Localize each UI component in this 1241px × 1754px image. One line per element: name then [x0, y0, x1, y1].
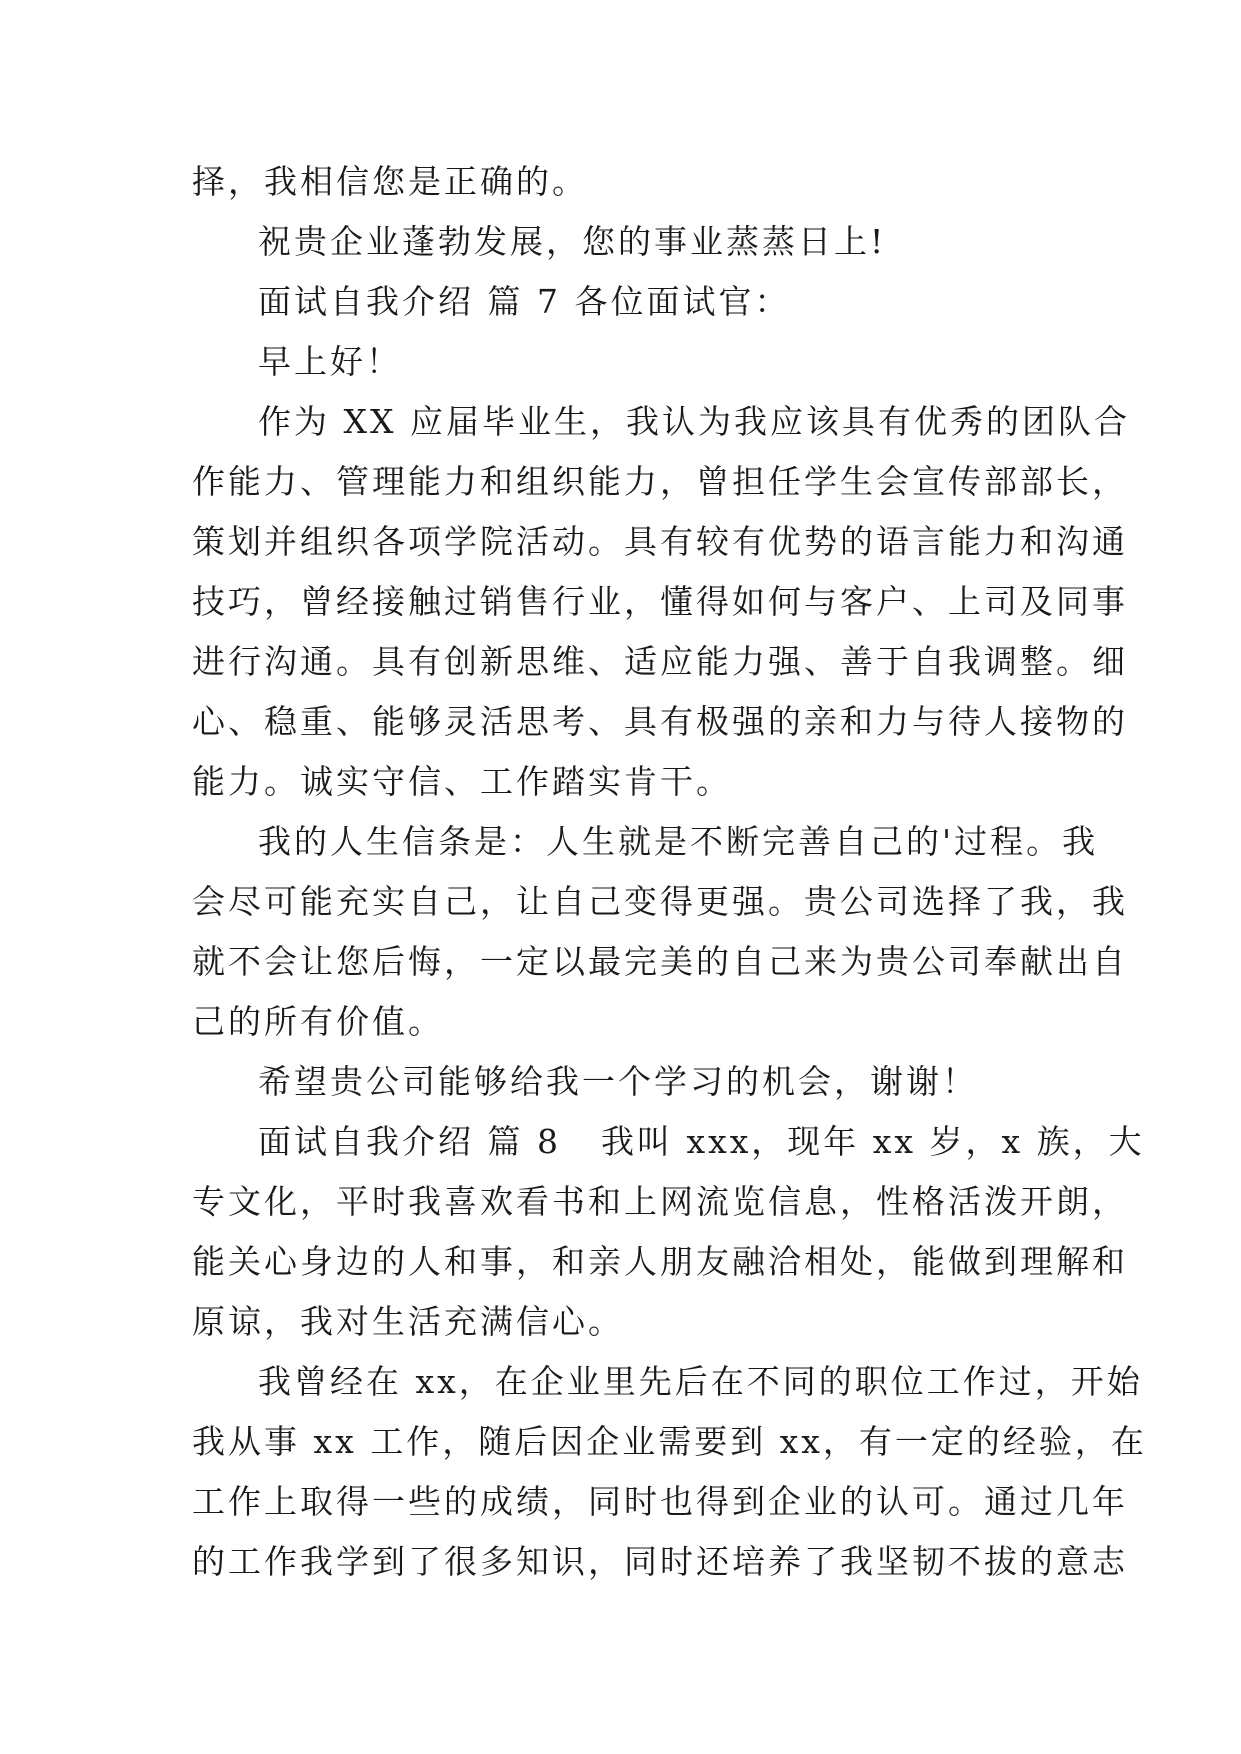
text-line: 心、稳重、能够灵活思考、具有极强的亲和力与待人接物的: [192, 702, 1128, 741]
text-line: 就不会让您后悔，一定以最完美的自己来为贵公司奉献出自: [192, 942, 1128, 981]
text-line: 我的人生信条是：人生就是不断完善自己的'过程。我: [258, 822, 1099, 861]
text-line: 的工作我学到了很多知识，同时还培养了我坚韧不拔的意志: [192, 1542, 1128, 1581]
text-line: 早上好！: [258, 342, 402, 381]
text-line: 原谅，我对生活充满信心。: [192, 1302, 624, 1341]
text-line: 策划并组织各项学院活动。具有较有优势的语言能力和沟通: [192, 522, 1128, 561]
text-line: 工作上取得一些的成绩，同时也得到企业的认可。通过几年: [192, 1482, 1128, 1521]
text-line: 能关心身边的人和事，和亲人朋友融洽相处，能做到理解和: [192, 1242, 1128, 1281]
text-line-composite: [192, 1112, 1145, 1172]
text-line: 祝贵企业蓬勃发展，您的事业蒸蒸日上!: [258, 222, 887, 261]
text-span: 我叫 xxx，现年 xx 岁，x 族，大: [600, 1122, 1145, 1161]
text-line: 能力。诚实守信、工作踏实肯干。: [192, 762, 732, 801]
text-line: 我从事 xx 工作，随后因企业需要到 xx，有一定的经验，在: [192, 1422, 1147, 1461]
text-line: 希望贵公司能够给我一个学习的机会，谢谢！: [258, 1062, 978, 1101]
section-heading: 面试自我介绍 篇 8: [258, 1122, 561, 1161]
text-line: 专文化，平时我喜欢看书和上网流览信息，性格活泼开朗，: [192, 1182, 1128, 1221]
text-line: 面试自我介绍 篇 7 各位面试官：: [258, 282, 791, 321]
text-line: 进行沟通。具有创新思维、适应能力强、善于自我调整。细: [192, 642, 1128, 681]
text-line: 己的所有价值。: [192, 1002, 444, 1041]
text-line: 择，我相信您是正确的。: [192, 162, 588, 201]
document-body: [192, 152, 1147, 1592]
text-line: 技巧，曾经接触过销售行业，懂得如何与客户、上司及同事: [192, 582, 1128, 621]
text-line: 作能力、管理能力和组织能力，曾担任学生会宣传部部长，: [192, 462, 1128, 501]
text-line: 会尽可能充实自己，让自己变得更强。贵公司选择了我，我: [192, 882, 1128, 921]
text-line: 作为 XX 应届毕业生，我认为我应该具有优秀的团队合: [258, 402, 1130, 441]
text-line: 我曾经在 xx，在企业里先后在不同的职位工作过，开始: [258, 1362, 1143, 1401]
